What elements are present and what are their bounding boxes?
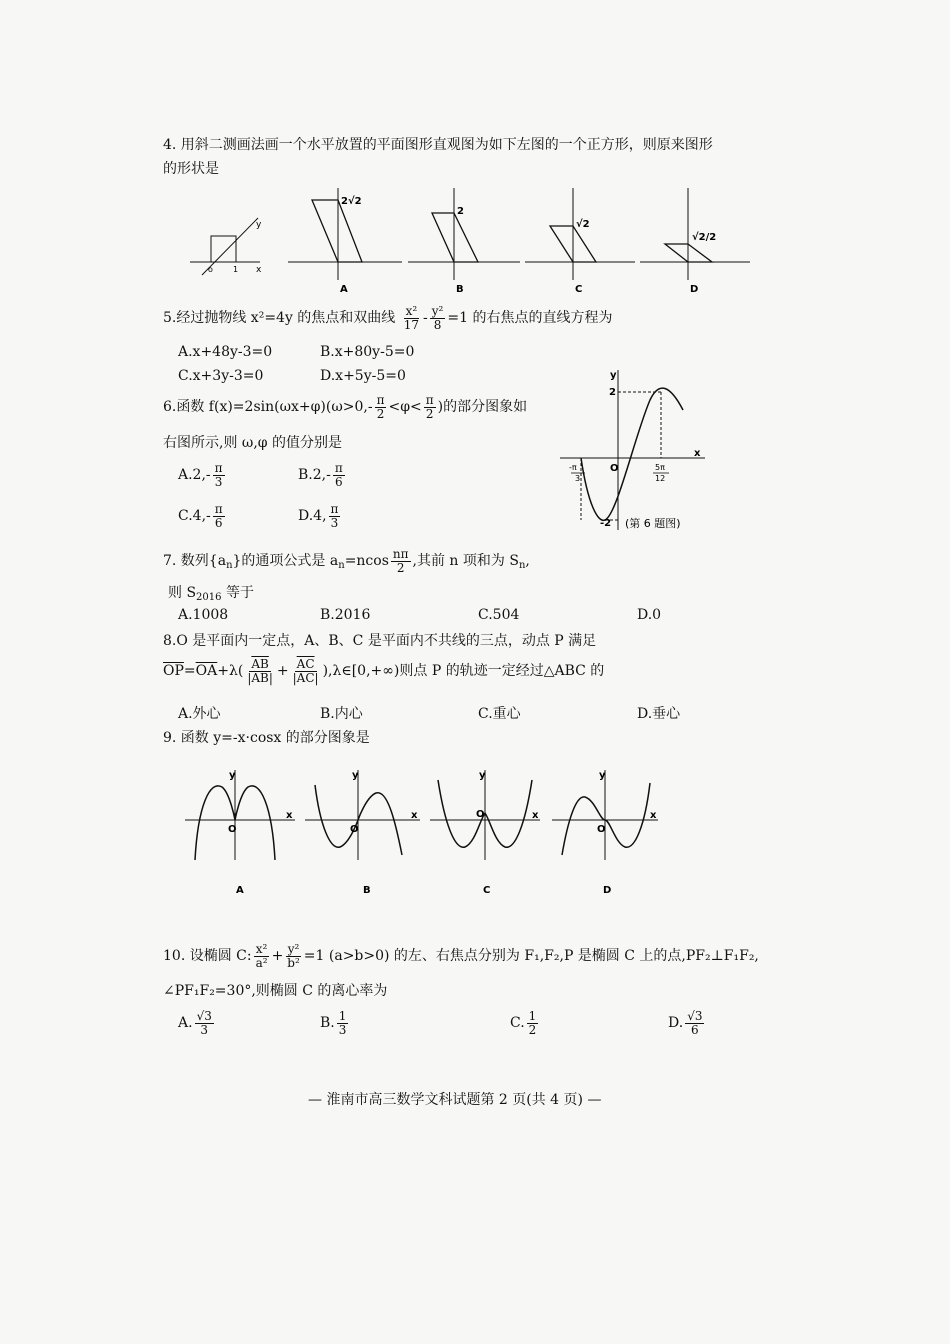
q6-option-c[interactable]: C.4,- $\frac{\pi}{6}$ [178,502,223,530]
q6-option-b[interactable]: B.2,- $\frac{\pi}{6}$ [298,461,343,489]
q10-option-c[interactable]: C. $\frac{1}{2}$ [510,1009,537,1037]
q6-frac-1: $\frac{\pi}{2}$ [376,393,385,421]
q6-graph [555,365,730,535]
q5-option-c[interactable]: C.x+3y-3=0 [178,368,264,384]
svg-text:y: y [479,770,486,781]
q6-option-a[interactable]: A.2,- $\frac{\pi}{3}$ [178,461,223,489]
q8-frac-ac: $\frac{\overline{AC}}{|AC|}$ [292,657,319,685]
q4-d-height: √2/2 [692,232,717,243]
q10-option-b[interactable]: B. $\frac{1}{3}$ [320,1009,347,1037]
q4-line2: 的形状是 [163,161,219,177]
svg-text:x: x [286,810,293,821]
q10-option-a[interactable]: A. $\frac{√3}{3}$ [178,1009,212,1037]
q7-option-a[interactable]: A.1008 [178,607,229,623]
q6-y-label: y [610,370,617,381]
q6-option-d[interactable]: D.4, $\frac{\pi}{3}$ [298,502,339,530]
svg-text:O: O [597,824,606,835]
q9-label-b: B [363,885,371,896]
q6-stem: 6.函数 f(x)=2sin(ωx+φ)(ω>0,- $\frac{\pi}{2}$ <φ< $\frac{\pi}{2}$ )的部分图象如 [163,393,528,421]
q4-fig-y: y [256,220,262,230]
q4-figures [180,180,770,295]
svg-text:x: x [532,810,539,821]
q5-stem-b: =1 的右焦点的直线方程为 [447,310,613,327]
q5-y-frac: $\frac{\text{y²}}{8}$ [431,304,444,332]
q6-x-right-den: 12 [655,474,666,483]
q4-a-label: A [340,284,348,295]
q9-graph-b[interactable] [305,770,420,896]
q5-option-d[interactable]: D.x+5y-5=0 [320,368,406,384]
q8-option-d[interactable]: D.垂心 [637,706,681,722]
svg-text:x: x [411,810,418,821]
q9-stem: 9. 函数 y=-x·cosx 的部分图象是 [163,730,370,746]
q6-x-left-den: 3 [575,474,581,483]
q9-label-a: A [236,885,244,896]
q6-line2: 右图所示,则 ω,φ 的值分别是 [163,435,343,451]
q4-option-d[interactable] [640,188,750,295]
q6-x-left-num: -π [569,463,577,472]
svg-text:y: y [352,770,359,781]
q7-stem: 7. 数列$\{a_n\}$的通项公式是 $a_n=ncos$ $\frac{n\pi}{2}$ ,其前 n 项和为 $S_n$, [163,547,530,575]
q8-option-a[interactable]: A.外心 [178,706,221,722]
q6-frac-2: $\frac{\pi}{2}$ [425,393,434,421]
q5-stem: 5.经过抛物线 x²=4y 的焦点和双曲线 $\frac{\text{x²}}{17}$ - $\frac{\text{y²}}{8}$ =1 的右焦点的直线方程为 [163,304,613,332]
q8-option-c[interactable]: C.重心 [478,706,521,722]
q4-fig-o: o [208,265,213,274]
q10-y-frac: $\frac{\text{y²}}{\text{b²}}$ [287,942,300,970]
q4-intuitive-figure [190,218,262,275]
q4-c-label: C [575,284,583,295]
q7-frac: $\frac{n\pi}{2}$ [392,547,409,575]
q5-option-b[interactable]: B.x+80y-5=0 [320,344,415,360]
q5-stem-a: 5.经过抛物线 x²=4y 的焦点和双曲线 [163,310,396,327]
svg-text:O: O [350,824,359,835]
q8-stem: 8.O 是平面内一定点，A、B、C 是平面内不共线的三点，动点 P 满足 [163,633,597,649]
q7-option-d[interactable]: D.0 [637,607,662,623]
q4-fig-one: 1 [233,265,239,274]
svg-text:x: x [650,810,657,821]
svg-text:O: O [476,809,485,820]
q4-b-label: B [456,284,464,295]
q5-x-frac: $\frac{\text{x²}}{17}$ [403,304,420,332]
q4-option-a[interactable] [288,188,402,295]
q7-line2: 则 $S_{2016}$ 等于 [168,585,254,603]
q4-option-c[interactable] [525,188,635,295]
q10-stem: 10. 设椭圆 C: $\frac{\text{x²}}{\text{a²}}$ + $\frac{\text{y²}}{\text{b²}}$ =1 (a>b>0) 的左、右焦点分别为 F₁,F₂,P 是椭圆 C 上的点,PF₂⊥F₁F₂, [163,942,759,970]
q7-option-b[interactable]: B.2016 [320,607,371,623]
q4-b-height: 2 [457,206,464,217]
q6-o-label: O [610,463,619,474]
svg-text:y: y [229,770,236,781]
q4-fig-x: x [256,265,262,275]
q9-graphs [180,765,660,900]
q10-line2: ∠PF₁F₂=30°,则椭圆 C 的离心率为 [163,983,388,999]
svg-text:y: y [599,770,606,781]
q4-line1: 4. 用斜二测画法画一个水平放置的平面图形直观图为如下左图的一个正方形，则原来图形 [163,137,713,153]
q9-label-d: D [603,885,612,896]
q9-graph-c[interactable] [430,770,540,896]
q8-formula: $\overline{OP}=\overline{OA}+\lambda$( $\frac{\overline{AB}}{|AB|}$ + $\frac{\overline{AC}}{|AC|}$ ),λ∈[0,+∞)则点 P 的轨迹一定经过△ABC 的 [163,657,605,685]
q9-label-c: C [483,885,491,896]
q4-d-label: D [690,284,699,295]
q4-a-height: 2√2 [341,196,362,207]
q10-option-d[interactable]: D. $\frac{√3}{6}$ [668,1009,703,1037]
q6-max-label: 2 [609,387,616,398]
svg-text:O: O [228,824,237,835]
q10-x-frac: $\frac{\text{x²}}{\text{a²}}$ [255,942,268,970]
q8-option-b[interactable]: B.内心 [320,706,363,722]
q7-option-c[interactable]: C.504 [478,607,520,623]
page-footer: — 淮南市高三数学文科试题第 2 页(共 4 页) — [308,1092,602,1108]
q9-graph-d[interactable] [552,770,658,896]
q4-c-height: √2 [576,219,590,230]
q9-graph-a[interactable] [185,770,295,896]
q6-x-label: x [694,448,701,459]
q5-option-a[interactable]: A.x+48y-3=0 [178,344,273,360]
q6-min-label: -2 [600,518,612,529]
q8-frac-ab: $\frac{\overline{AB}}{|AB|}$ [247,657,273,685]
q6-caption: (第 6 题图) [625,517,681,530]
q6-x-right-num: 5π [655,463,665,472]
q4-option-b[interactable] [408,188,520,295]
